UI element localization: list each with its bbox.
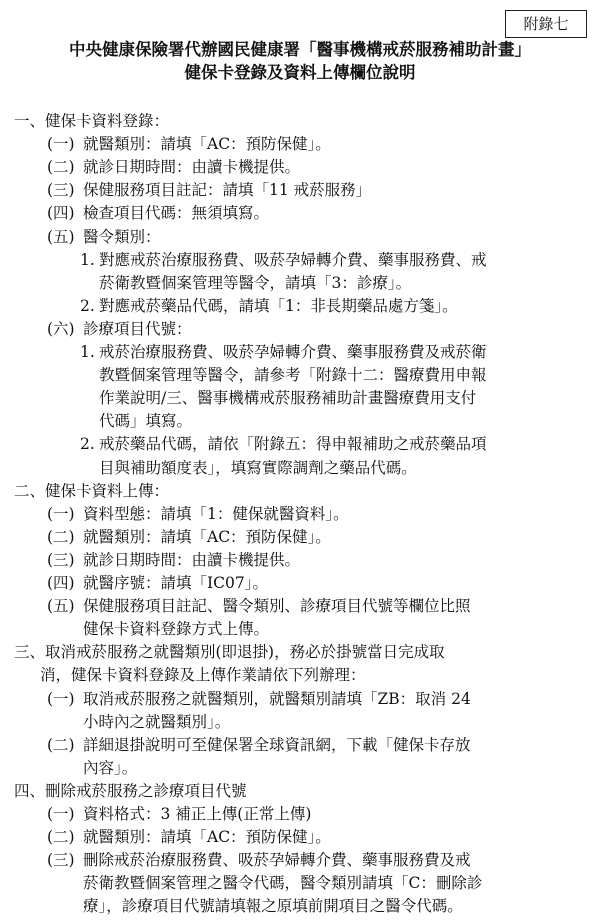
subitem-text: 戒菸治療服務費、吸菸孕婦轉介費、藥事服務費及戒菸衛	[99, 343, 487, 361]
item-marker: (四)	[47, 204, 75, 223]
item-text: 詳細退掛說明可至健保署全球資訊網，下載「健保卡存放	[83, 735, 471, 754]
item-text: 菸衛教暨個案管理之醫令代碼，醫令類別請填「C：刪除診	[83, 874, 483, 893]
appendix-badge: 附錄七	[505, 10, 587, 38]
item-text: 就醫序號：請填「IC07」。	[83, 574, 268, 592]
item-text: 資料格式：3 補正上傳(正常上傳)	[83, 805, 312, 823]
subitem-text: 代碼」填寫。	[99, 412, 193, 431]
item-text: 就醫類別：請填「AC：預防保健」。	[83, 828, 331, 847]
subitem-marker: 2.	[80, 296, 95, 315]
item-marker: (一)	[47, 689, 75, 708]
item-marker: (三)	[47, 550, 75, 569]
section-heading: 一、健保卡資料登錄：	[14, 112, 170, 130]
item-marker: (一)	[47, 805, 75, 823]
subitem-text: 作業說明/三、醫事機構戒菸服務補助計畫醫療費用支付	[99, 389, 477, 408]
section-heading: 二、健保卡資料上傳：	[14, 481, 170, 500]
item-marker: (三)	[47, 851, 75, 870]
item-text: 就診日期時間：由讀卡機提供。	[83, 550, 301, 569]
item-text: 醫令類別：	[83, 227, 161, 246]
item-text: 健保卡資料登錄方式上傳。	[83, 620, 270, 639]
subitem-marker: 1.	[80, 343, 95, 361]
item-marker: (二)	[47, 735, 75, 754]
item-text: 刪除戒菸治療服務費、吸菸孕婦轉介費、藥事服務費及戒	[83, 851, 471, 870]
item-marker: (二)	[47, 158, 75, 177]
subitem-text: 戒菸藥品代碼，請依「附錄五：得申報補助之戒菸藥品項	[99, 435, 487, 454]
item-marker: (二)	[47, 828, 75, 847]
item-text: 保健服務項目註記：請填「11 戒菸服務」	[83, 181, 372, 200]
item-marker: (一)	[47, 504, 75, 523]
doc-title-line1: 中央健康保險署代辦國民健康署「醫事機構戒菸服務補助計畫」	[69, 40, 531, 59]
section-heading: 三、取消戒菸服務之就醫類別(即退掛)，務必於掛號當日完成取	[14, 643, 445, 662]
item-marker: (五)	[47, 227, 75, 246]
item-marker: (三)	[47, 181, 75, 200]
item-marker: (一)	[47, 135, 75, 154]
subitem-text: 對應戒菸藥品代碼，請填「1：非長期藥品處方箋」。	[99, 296, 458, 315]
item-text: 保健服務項目註記、醫令類別、診療項目代號等欄位比照	[83, 597, 471, 616]
item-text: 檢查項目代碼：無須填寫。	[83, 204, 270, 223]
item-marker: (二)	[47, 527, 75, 546]
subitem-marker: 2.	[80, 435, 95, 454]
item-text: 小時內之就醫類別」。	[83, 712, 231, 731]
item-text: 內容」。	[83, 758, 138, 777]
section-heading-cont: 消，健保卡資料登錄及上傳作業請依下列辦理：	[40, 666, 366, 685]
item-text: 就醫類別：請填「AC：預防保健」。	[83, 135, 331, 154]
subitem-text: 菸衛教暨個案管理等醫令，請填「3：診療」。	[99, 273, 412, 292]
subitem-text: 教暨個案管理等醫令，請參考「附錄十二：醫療費用申報	[99, 366, 487, 385]
doc-title-line2: 健保卡登錄及資料上傳欄位說明	[184, 63, 416, 82]
item-text: 診療項目代號：	[83, 319, 192, 338]
item-text: 取消戒菸服務之就醫類別，就醫類別請填「ZB：取消 24	[83, 689, 471, 708]
subitem-marker: 1.	[80, 250, 95, 269]
item-text: 資料型態：請填「1：健保就醫資料」。	[83, 504, 349, 523]
item-marker: (四)	[47, 574, 75, 592]
item-marker: (五)	[47, 597, 75, 616]
item-text: 就醫類別：請填「AC：預防保健」。	[83, 527, 331, 546]
item-marker: (六)	[47, 319, 75, 338]
item-text: 就診日期時間：由讀卡機提供。	[83, 158, 301, 177]
subitem-text: 對應戒菸治療服務費、吸菸孕婦轉介費、藥事服務費、戒	[99, 250, 487, 269]
subitem-text: 目與補助額度表」，填寫實際調劑之藥品代碼。	[99, 458, 417, 477]
section-heading: 四、刪除戒菸服務之診療項目代號	[14, 781, 247, 800]
item-text: 療」，診療項目代號請填報之原填前開項目之醫令代碼。	[83, 897, 463, 916]
